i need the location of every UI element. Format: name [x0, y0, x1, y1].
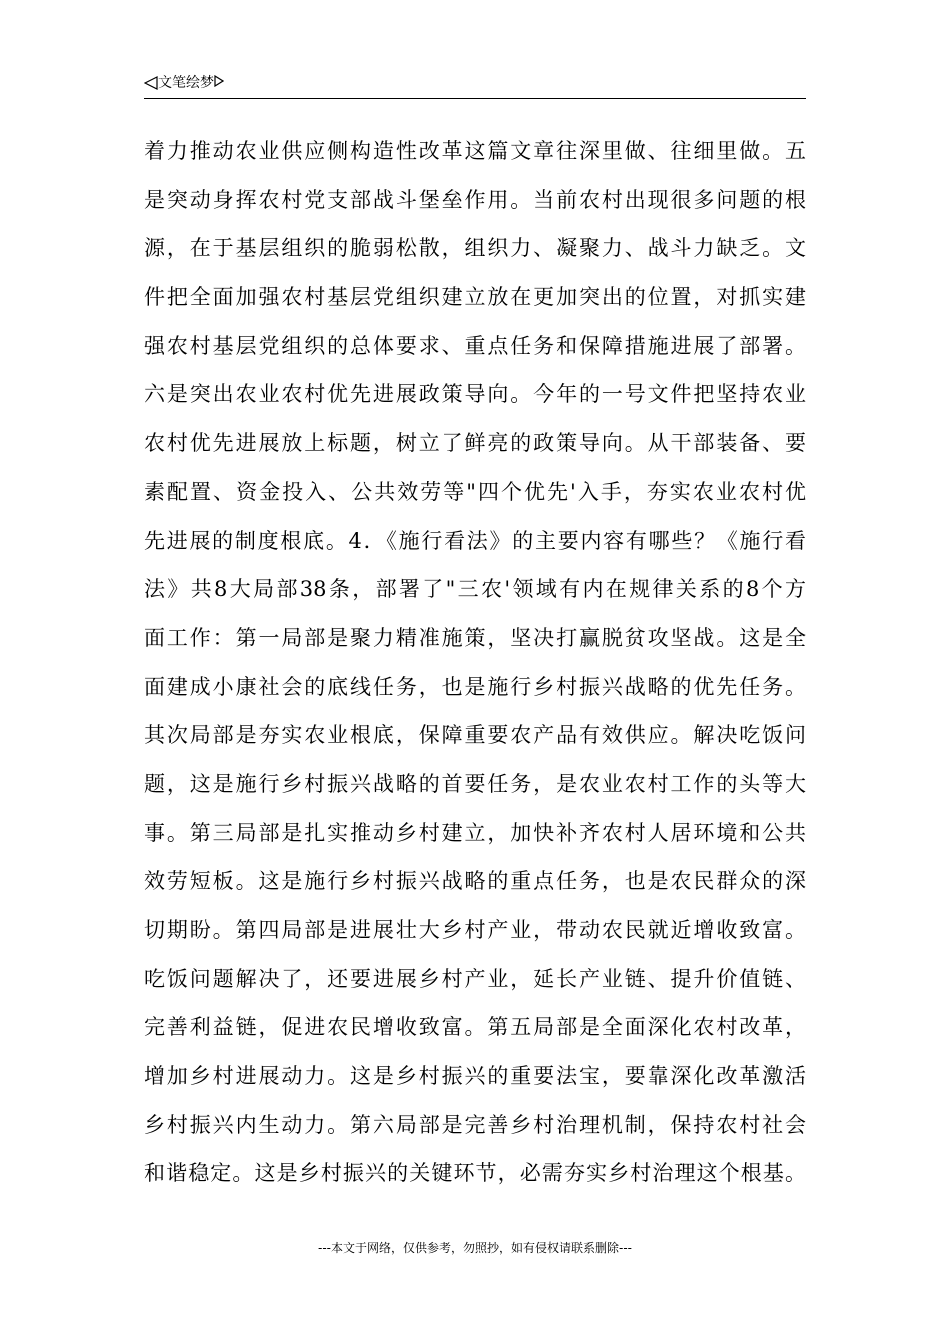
left-triangle-icon	[144, 76, 158, 90]
body-line: 面建成小康社会的底线任务，也是施行乡村振兴战略的优先任务。	[144, 674, 806, 699]
body-line: 件把全面加强农村基层党组织建立放在更加突出的位置，对抓实建	[144, 285, 806, 310]
page-footer: ---本文于网络，仅供参考，勿照抄，如有侵权请联系删除---	[318, 1241, 632, 1255]
header-title-row	[144, 74, 224, 92]
body-line: 事。第三局部是扎实推动乡村建立，加快补齐农村人居环境和公共	[144, 820, 806, 845]
body-line: 题，这是施行乡村振兴战略的首要任务，是农业农村工作的头等大	[144, 771, 806, 796]
body-line: 先进展的制度根底。4．《施行看法》的主要内容有哪些？《施行看	[144, 528, 806, 553]
body-line: 乡村振兴内生动力。第六局部是完善乡村治理机制，保持农村社会	[144, 1112, 806, 1137]
body-line: 和谐稳定。这是乡村振兴的关键环节，必需夯实乡村治理这个根基。	[144, 1161, 806, 1186]
body-line: 切期盼。第四局部是进展壮大乡村产业，带动农民就近增收致富。	[144, 918, 806, 942]
body-line: 其次局部是夯实农业根底，保障重要农产品有效供应。解决吃饭问	[144, 723, 806, 748]
body-line: 强农村基层党组织的总体要求、重点任务和保障措施进展了部署。	[144, 333, 806, 358]
document-body	[144, 127, 806, 1198]
body-line: 源，在于基层组织的脆弱松散，组织力、凝聚力、战斗力缺乏。文	[144, 236, 806, 261]
right-triangle-icon	[214, 75, 224, 87]
body-line: 效劳短板。这是施行乡村振兴战略的重点任务，也是农民群众的深	[144, 869, 806, 894]
header-title: 文笔绘梦	[158, 75, 214, 91]
body-line: 法》共8大局部38条，部署了"三农'领域有内在规律关系的8个方	[144, 577, 806, 602]
body-line: 着力推动农业供应侧构造性改革这篇文章往深里做、往细里做。五	[144, 139, 806, 163]
body-line: 完善利益链，促进农民增收致富。第五局部是全面深化农村改革，	[144, 1015, 806, 1040]
body-line: 增加乡村进展动力。这是乡村振兴的重要法宝，要靠深化改革激活	[144, 1064, 806, 1089]
body-line: 是突动身挥农村党支部战斗堡垒作用。当前农村出现很多问题的根	[144, 187, 806, 212]
body-line: 吃饭问题解决了，还要进展乡村产业，延长产业链、提升价值链、	[144, 966, 806, 991]
body-line: 农村优先进展放上标题，树立了鲜亮的政策导向。从干部装备、要	[144, 431, 806, 456]
body-line: 面工作：第一局部是聚力精准施策，坚决打赢脱贫攻坚战。这是全	[144, 625, 806, 650]
body-line: 素配置、资金投入、公共效劳等"四个优先'入手，夯实农业农村优	[144, 479, 806, 504]
body-line: 六是突出农业农村优先进展政策导向。今年的一号文件把坚持农业	[144, 382, 806, 407]
page-header	[144, 72, 806, 99]
